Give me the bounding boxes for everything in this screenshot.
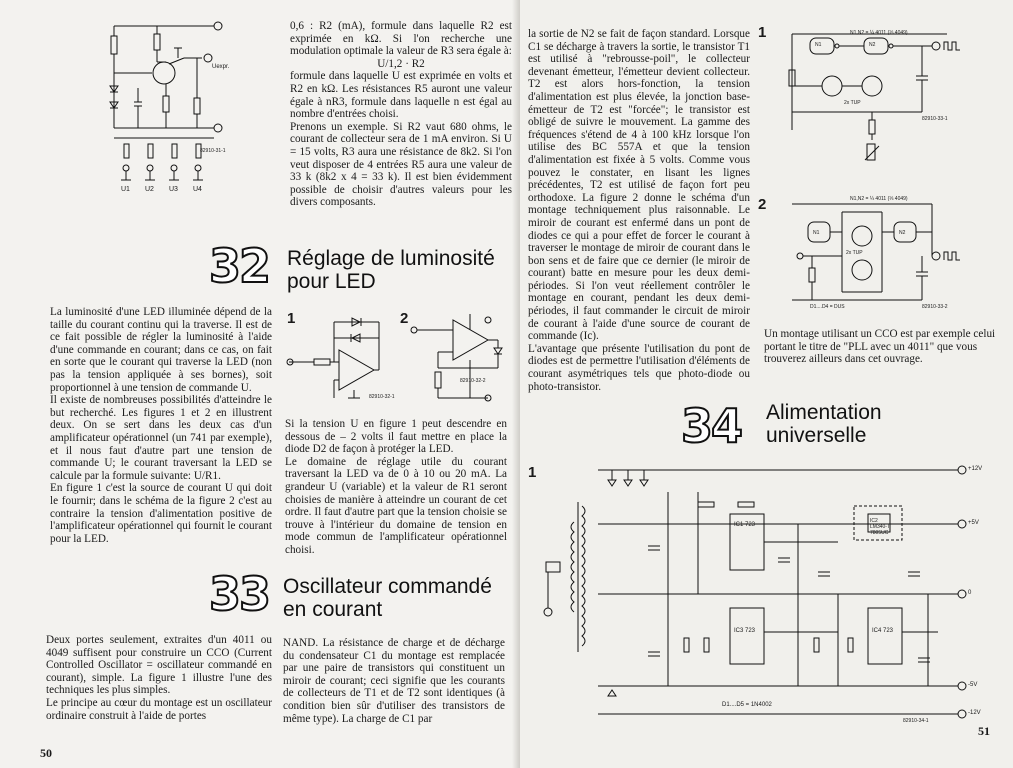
paragraph: Prenons un exemple. Si R2 vaut 680 ohms, le courant de collecteur sera de 1 mA environ. Si U = 15 volts, R3 aura une résistance de 8k2. Si l'on veut disposer de 4 entrées R5 aura une valeur de 33 k (8k2 x 4 = 33 k). Il est bien évidemment possible de choisir d'autres valeurs pour les divers composants. (290, 120, 512, 209)
fig32-1-ref: 82910-32-1 (369, 394, 395, 400)
section33-column-1 (46, 634, 272, 722)
fig31-input-4: U4 (193, 186, 202, 193)
page-number: 50 (40, 746, 52, 760)
fig33-1-header: N1,N2 = ¼ 4011 (⅓ 4049) (850, 30, 908, 36)
section-number-badge: 32 (208, 239, 269, 293)
fig31-output-label: Uexpr. (212, 64, 230, 70)
paragraph: Le domaine de réglage utile du courant traversant la LED va de 0 à 10 ou 20 mA. La grandeur U (variable) et la valeur de R1 seront choisies de manière à atteindre un courant de cet ordre. Il faut d'autre part que la tension choisie se trouve à l'intérieur du domaine de tension en mode commun de l'amplificateur opérationnel choisi. (285, 455, 507, 556)
figure-33-2-circuit (782, 192, 962, 317)
output-plus-5v: +5V (968, 520, 979, 526)
right-page (520, 0, 1013, 768)
paragraph: En figure 1 c'est la source de courant U qui doit le fournir; dans le schéma de la figure 2 c'est au contraire la tension d'alimentation positive de l'amplificateur opérationnel qui fournit le courant pour la LED. (50, 482, 272, 545)
fig33-1-ref: 82910-33-1 (922, 116, 948, 122)
section33-column-3 (528, 28, 750, 393)
diode-note: D1....D4 = DUS (810, 304, 845, 310)
fig33-2-ref: 82910-33-2 (922, 304, 948, 310)
output-minus-12v: -12V (968, 710, 981, 716)
section31-continuation (290, 20, 512, 209)
figure-31-circuit (104, 18, 234, 198)
transistor-note: 2x TUP (846, 250, 863, 256)
section-number-badge: 33 (208, 567, 269, 621)
gate-label-n2: N2 (869, 42, 876, 48)
fig31-input-2: U2 (145, 186, 154, 193)
section33-title: Oscillateur commandé en courant (283, 575, 492, 621)
section32-column-1 (50, 306, 272, 545)
fig32-2-ref: 82910-32-2 (460, 378, 486, 384)
figure-caption: Un montage utilisant un CCO est par exemple celui portant le titre de "PLL avec un 4011" que vous trouverez ailleurs dans cet ouvrage. (764, 328, 996, 366)
paragraph: Le principe au cœur du montage est un oscillateur ordinaire construit à l'aide de portes (46, 696, 272, 722)
section34-title: Alimentation universelle (766, 401, 882, 447)
ic1-label: IC1 723 (734, 522, 756, 528)
paragraph: Si la tension U en figure 1 peut descendre en dessous de – 2 volts il faut mettre en place la diode D2 de façon à protéger la LED. (285, 418, 507, 456)
paragraph: NAND. La résistance de charge et de décharge du condensateur C1 du montage est remplacée par une paire de transistors qui constituent un miroir de courant; ceci signifie que les courants de collecteurs de T1 et de T2 sont identiques (à condition bien sûr d'utiliser des transistors de même type). La charge de C1 par (283, 637, 505, 725)
section33-column-2 (283, 637, 505, 725)
page-number: 51 (978, 724, 990, 738)
output-zero: 0 (968, 590, 972, 596)
gate-label-n2: N2 (899, 230, 906, 236)
fig34-1-label: 1 (528, 464, 537, 481)
diode-note: D1....D5 = 1N4002 (722, 702, 772, 708)
ic2-label: IC2 LM340-T 7805UC (870, 518, 890, 536)
fig34-1-ref: 82910-34-1 (903, 718, 929, 724)
output-minus-5v: -5V (968, 682, 978, 688)
figure-33-1-circuit (782, 20, 962, 170)
paragraph: 0,6 : R2 (mA), formule dans laquelle R2 est exprimée en kΩ. Si l'on recherche une modulation optimale la valeur de R3 sera égale à: (290, 20, 512, 58)
paragraph: Deux portes seulement, extraites d'un 4011 ou 4049 suffisent pour construire un CCO (Current Controlled Oscillator = oscillateur commandé en courant), simple. La figure 1 illustre l'une des techniques les plus simples. (46, 634, 272, 697)
ic4-label: IC4 723 (872, 628, 894, 634)
fig32-2-label: 2 (400, 310, 409, 327)
fig33-2-header: N1,N2 = ¼ 4011 (⅓ 4049) (850, 196, 908, 202)
paragraph: La luminosité d'une LED illuminée dépend de la taille du courant continu qui la traverse. Il est de ce fait possible de régler la luminosité à l'aide d'une commande en courant; dans ce cas, on fait en sorte que le courant qui traverse la LED (non pas la tension appliquée à ses bornes), soit proportionnel à une tension de commande U. (50, 306, 272, 394)
gate-label-n1: N1 (813, 230, 820, 236)
fig33-1-label: 1 (758, 24, 767, 41)
ic3-label: IC3 723 (734, 628, 756, 634)
fig32-1-label: 1 (287, 310, 296, 327)
paragraph: formule dans laquelle U est exprimée en volts et R2 en kΩ. Les résistances R5 auront une valeur égale à nR3, formule dans laquelle n est égal au nombre d'entrées choisi. (290, 70, 512, 121)
fig31-input-3: U3 (169, 186, 178, 193)
transistor-note: 2x TUP (844, 100, 861, 106)
figure-32-1-circuit (284, 310, 399, 405)
fig31-input-1: U1 (121, 186, 130, 193)
formula: U/1,2 · R2 (377, 57, 425, 70)
fig31-ref: 82910-31-1 (200, 148, 226, 154)
section-number-badge: 34 (680, 399, 741, 453)
paragraph: L'avantage que présente l'utilisation du pont de diodes est de permettre l'utilisation d'éléments de courant asymétriques tels que photo-diode ou photo-transistor. (528, 342, 750, 393)
section32-column-2 (285, 418, 507, 557)
paragraph: Il existe de nombreuses possibilités d'atteindre le but recherché. Les figures 1 et 2 en illustrent deux. On se sert dans les deux cas d'un amplificateur opérationnel (un 741 par exemple), et il nous faut d'autre part une tension de commande U; le courant traversant la LED se calcule par la formule suivante: U/R1. (50, 394, 272, 482)
paragraph: la sortie de N2 se fait de façon standard. Lorsque C1 se décharge à travers la sortie, le transistor T1 est utilisé à "rebrousse-poil", le collecteur devenant émetteur, l'émetteur devient collecteur. T2 est alors hors-fonction, la tension d'alimentation est plus élevée, la jonction base-émetteur de T2 est "forcée"; le transistor est obligé de suivre le mouvement. La gamme des fréquences s'étend de 4 à 100 kHz lorsque l'on utilise des BC 557A et que la tension d'alimentation est fixée à 5 volts. Comme vous pouvez le constater, en lisant les lignes précédentes, T2 est utilisé de façon fort peu orthodoxe. La figure 2 donne le schéma d'un montage techniquement plus raisonnable. Le miroir de courant est enfermé dans un pont de diodes ce qui a pour effet de forcer le courant à traverser le montage de miroir de courant dans le bon sens et de faire que ce dernier (le miroir de courant) batte en mesure pour les deux demi-périodes. Si l'on veut réellement contrôler le montage en courant, pendant les deux demi-périodes, il faut commander le circuit de miroir de courant à l'aide d'une source de courant de commande (Ic). (528, 28, 750, 343)
gate-label-n1: N1 (815, 42, 822, 48)
section32-title: Réglage de luminosité pour LED (287, 247, 495, 293)
output-plus-12v: +12V (968, 466, 983, 472)
figure-34-1-circuit (538, 462, 983, 728)
fig33-2-label: 2 (758, 196, 767, 213)
figure-32-2-circuit (408, 312, 512, 407)
